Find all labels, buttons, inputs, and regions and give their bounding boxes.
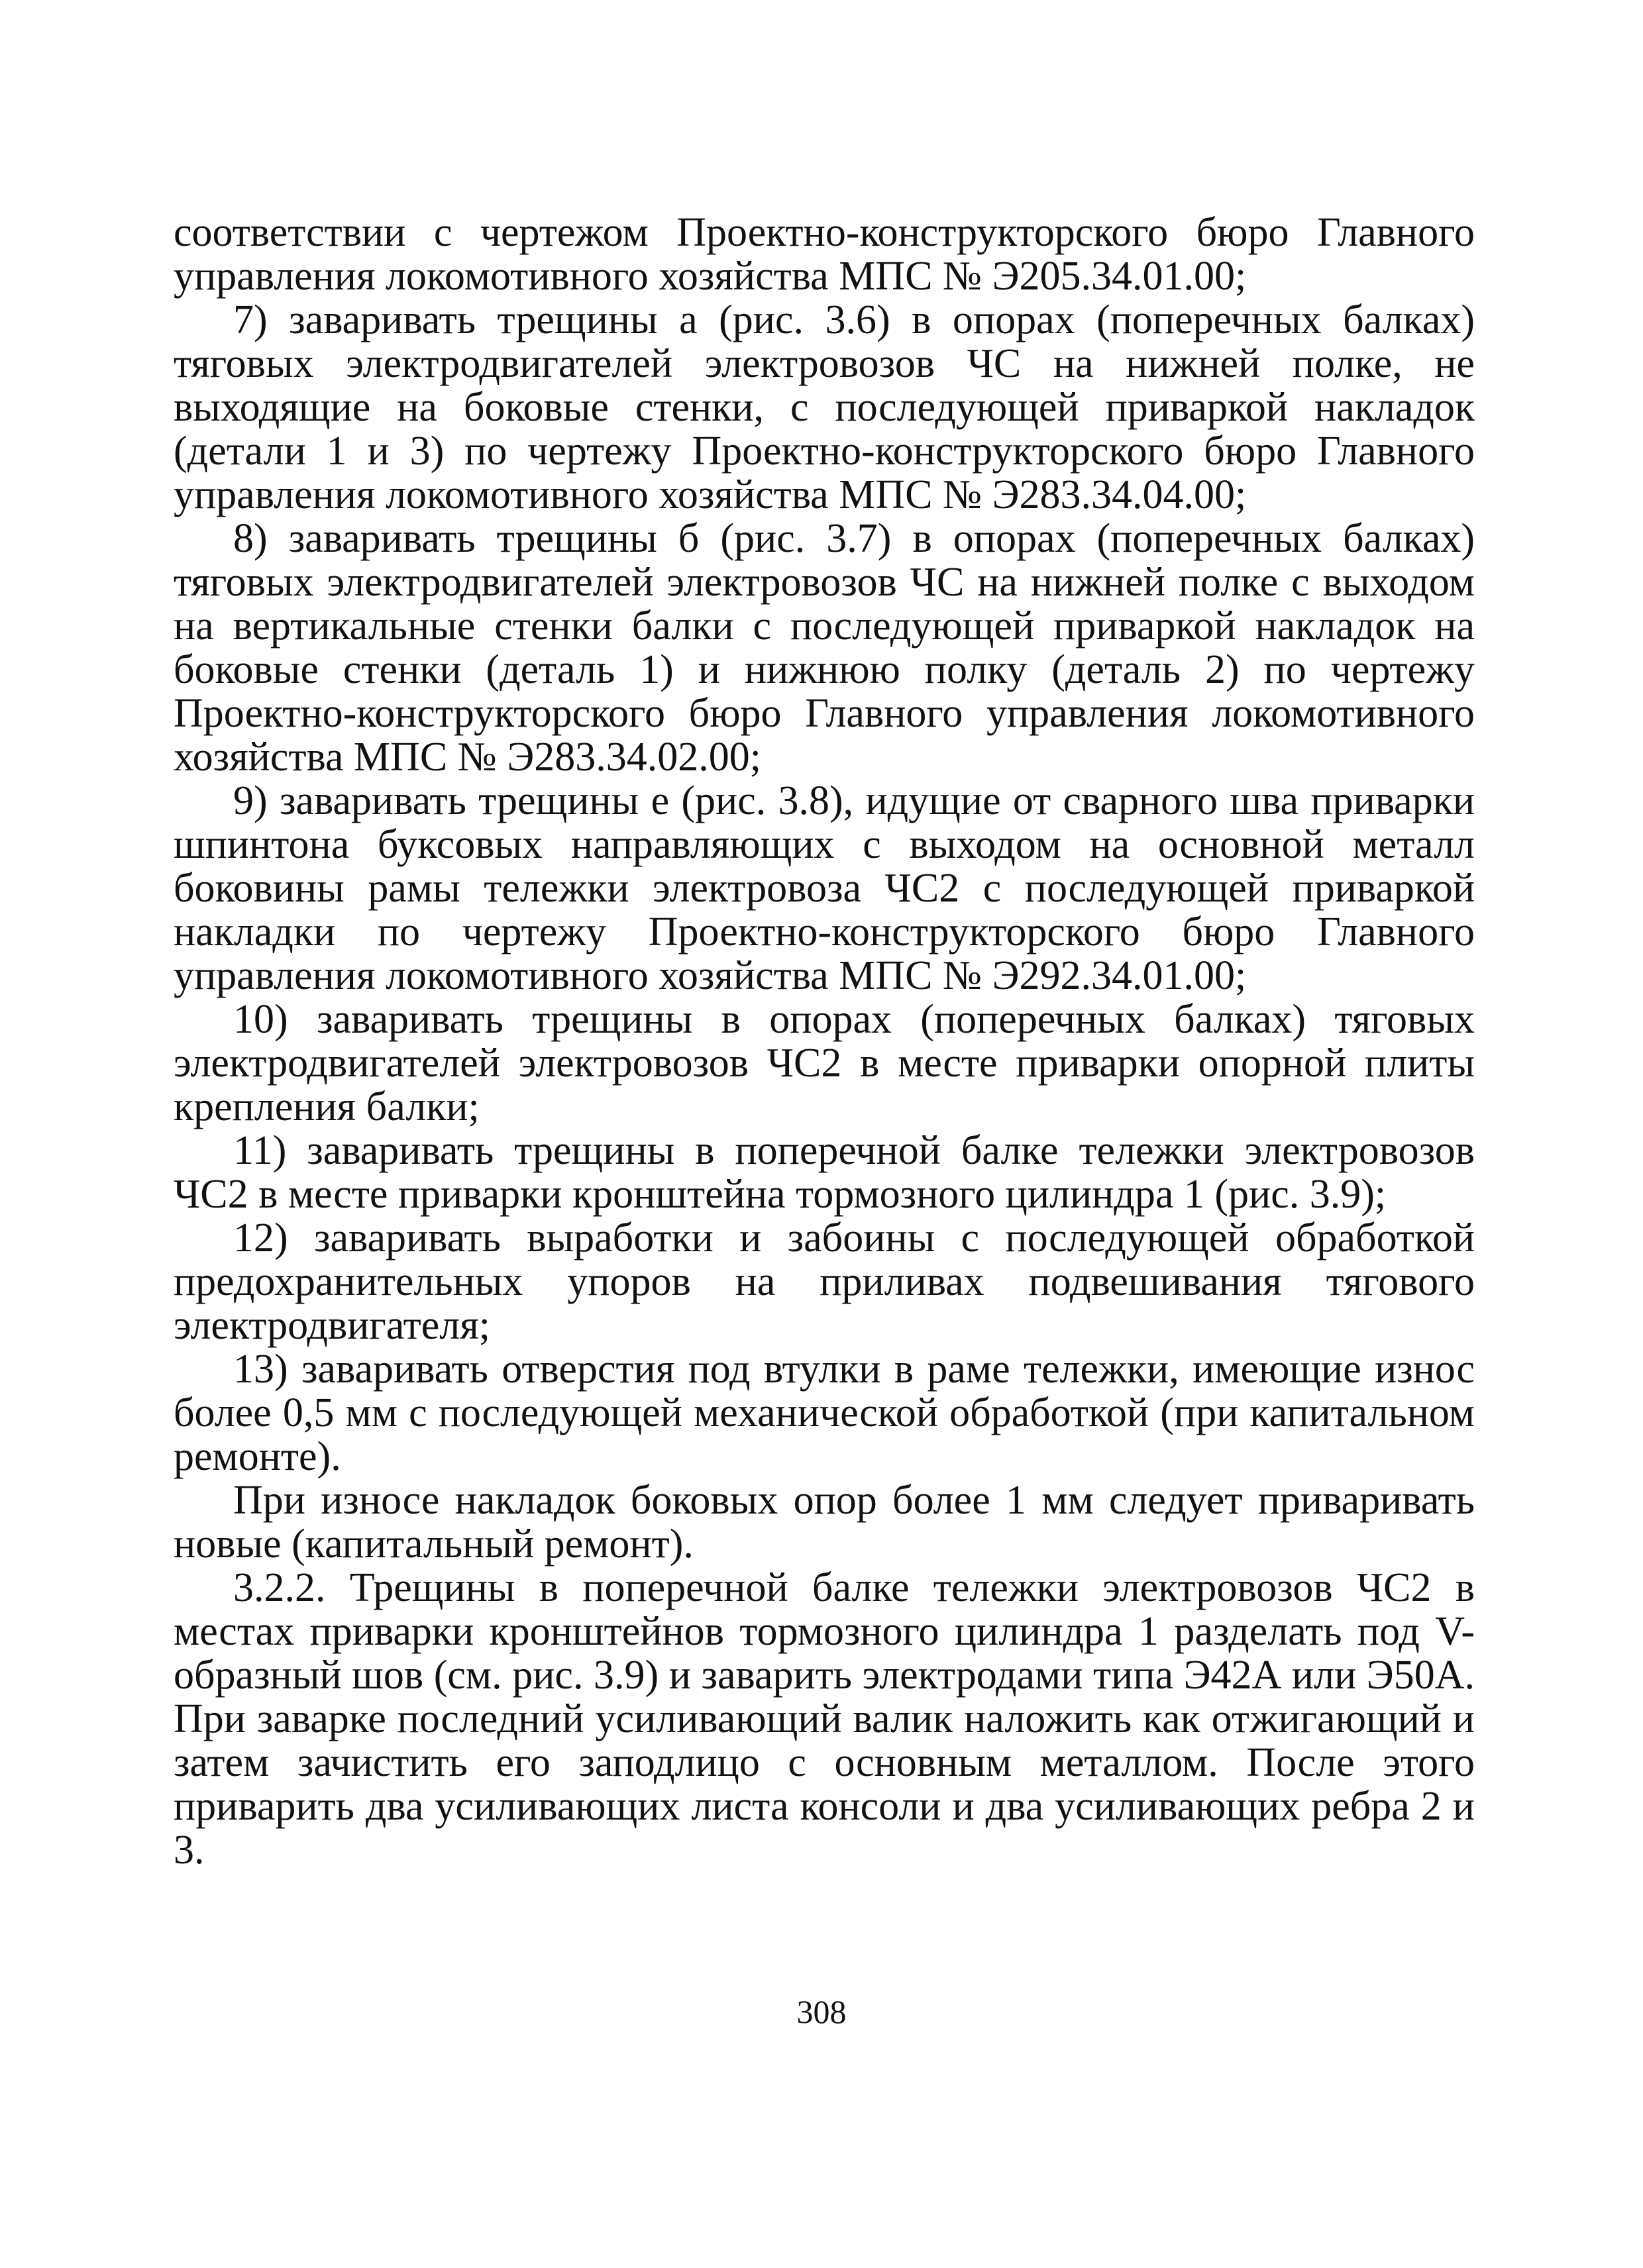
paragraph-item-7: 7) заваривать трещины а (рис. 3.6) в опорах (поперечных балках) тяговых электродвигателей электровозов ЧС на нижней полке, не выходящие на боковые стенки, с последующей приваркой накладок (детали 1 и 3) по чертежу Проектно-конструкторского бюро Главного управления локомотивного хозяйства МПС № Э283.34.04.00;: [174, 297, 1475, 517]
paragraph-item-11: 11) заваривать трещины в поперечной балке тележки электровозов ЧС2 в месте приварки кронштейна тормозного цилиндра 1 (рис. 3.9);: [174, 1128, 1475, 1217]
paragraph-continuation: соответствии с чертежом Проектно-конструкторского бюро Главного управления локомотивного хозяйства МПС № Э205.34.01.00;: [174, 210, 1475, 299]
paragraph-item-8: 8) заваривать трещины б (рис. 3.7) в опорах (поперечных балках) тяговых электродвигателей электровозов ЧС на нижней полке с выходом на вертикальные стенки балки с последующей приваркой накладок на боковые стенки (деталь 1) и нижнюю полку (деталь 2) по чертежу Проектно-конструкторского бюро Главного управления локомотивного хозяйства МПС № Э283.34.02.00;: [174, 516, 1475, 780]
paragraph-item-9: 9) заваривать трещины е (рис. 3.8), идущие от сварного шва приварки шпинтона буксовых направляющих с выходом на основной металл боковины рамы тележки электровоза ЧС2 с последующей приваркой накладки по чертежу Проектно-конструкторского бюро Главного управления локомотивного хозяйства МПС № Э292.34.01.00;: [174, 778, 1475, 998]
page-number: 308: [796, 1993, 847, 2030]
paragraph-item-12: 12) заваривать выработки и забоины с последующей обработкой предохранительных упоров на приливах подвешивания тягового электродвигателя;: [174, 1215, 1475, 1348]
document-body: [174, 211, 1475, 1872]
paragraph-section-3-2-2: 3.2.2. Трещины в поперечной балке тележки электровозов ЧС2 в местах приварки кронштейнов тормозного цилиндра 1 разделать под V-образный шов (см. рис. 3.9) и заварить электродами типа Э42А или Э50А. При заварке последний усиливающий валик наложить как отжигающий и затем зачистить его заподлицо с основным металлом. После этого приварить два усиливающих листа консоли и два усиливающих ребра 2 и 3.: [174, 1565, 1475, 1873]
paragraph-item-10: 10) заваривать трещины в опорах (поперечных балках) тяговых электродвигателей электровозов ЧС2 в месте приварки опорной плиты крепления балки;: [174, 997, 1475, 1129]
paragraph-item-13: 13) заваривать отверстия под втулки в раме тележки, имеющие износ более 0,5 мм с последующей механической обработкой (при капитальном ремонте).: [174, 1347, 1475, 1479]
paragraph-wear-note: При износе накладок боковых опор более 1 мм следует приваривать новые (капитальный ремонт).: [174, 1478, 1475, 1567]
